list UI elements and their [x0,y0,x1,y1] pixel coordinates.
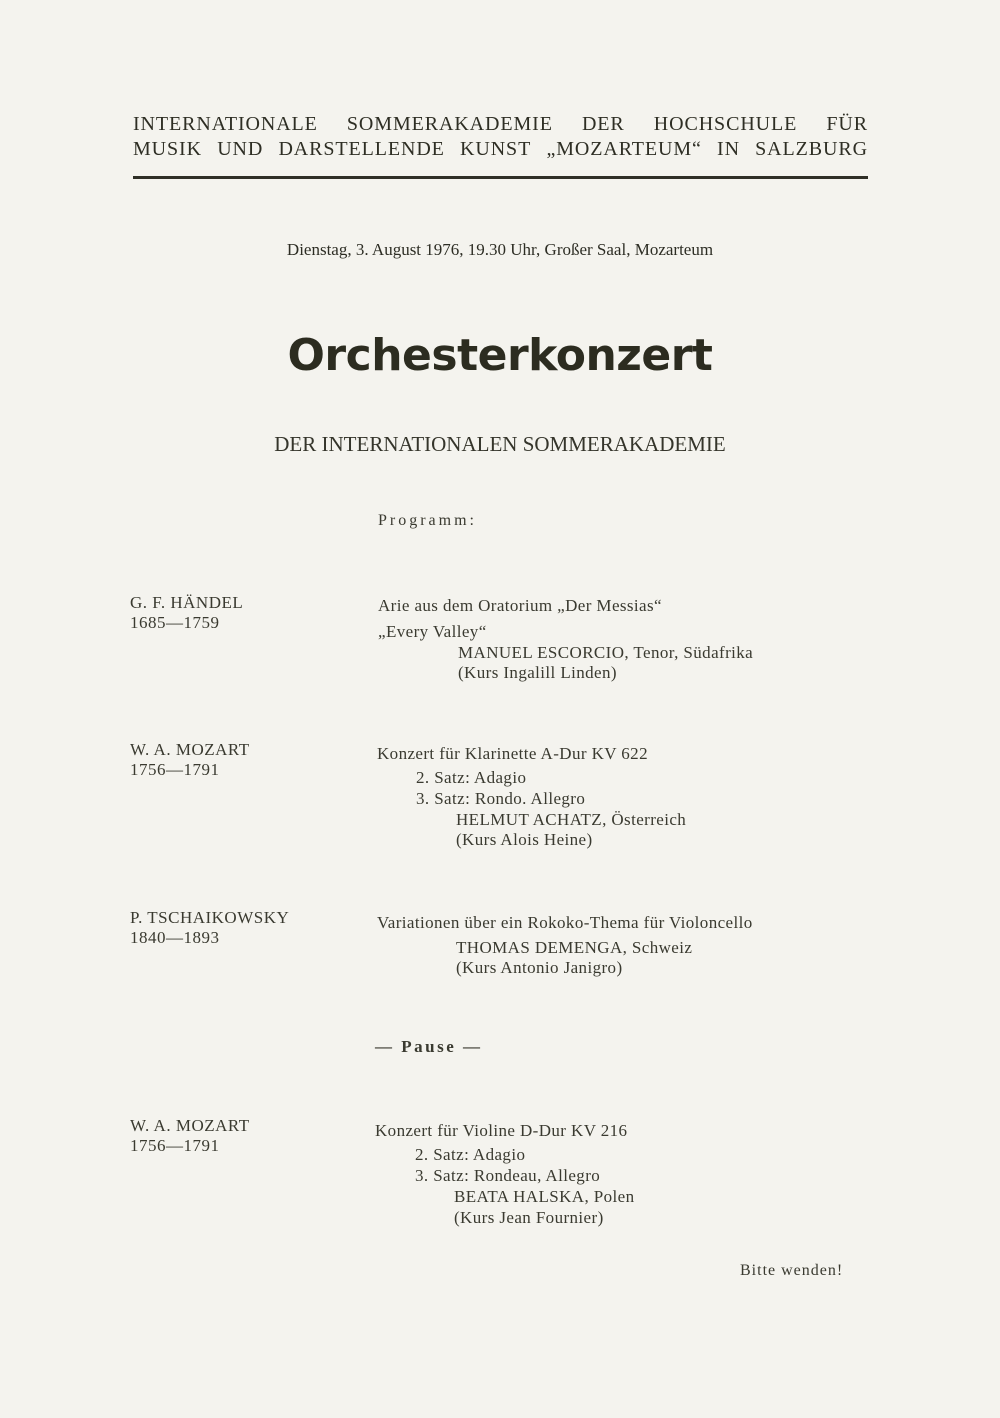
event-subtitle: DER INTERNATIONALEN SOMMERAKADEMIE [274,432,726,456]
composer-name: W. A. MOZART [130,740,250,759]
composer-block [130,1116,250,1156]
composer-name: W. A. MOZART [130,1116,250,1135]
header-word: UND [217,138,264,160]
movement: 2. Satz: Adagio [415,1145,526,1164]
work-title: Variationen über ein Rokoko-Thema für Violoncello [377,913,753,932]
movement: 3. Satz: Rondeau, Allegro [415,1166,601,1185]
header-word: KUNST [460,138,532,160]
movement: 2. Satz: Adagio [416,768,527,787]
header-divider [133,176,868,179]
composer-name: P. TSCHAIKOWSKY [130,908,290,927]
work-title: Arie aus dem Oratorium „Der Messias“ [378,596,662,615]
course: (Kurs Ingalill Linden) [458,663,617,682]
performer: BEATA HALSKA, Polen [454,1187,635,1206]
header-word: FÜR [826,113,868,135]
work-title: Konzert für Klarinette A-Dur KV 622 [377,744,648,763]
performer: MANUEL ESCORCIO, Tenor, Südafrika [458,643,754,662]
composer-block [130,740,250,780]
header-word: HOCHSCHULE [653,113,798,135]
program-heading: Programm: [378,512,477,529]
header-word: SALZBURG [755,138,868,160]
work-subtitle: „Every Valley“ [378,622,487,641]
composer-name: G. F. HÄNDEL [130,593,244,612]
header-line-1 [133,113,868,136]
movement: 3. Satz: Rondo. Allegro [416,789,586,808]
course: (Kurs Jean Fournier) [454,1208,604,1227]
page-title: Orchesterkonzert [287,330,713,381]
composer-years: 1685—1759 [130,613,220,632]
header-word: DER [581,113,625,135]
composer-years: 1756—1791 [130,1136,220,1155]
course: (Kurs Alois Heine) [456,830,593,849]
header-line-2 [133,138,868,161]
composer-years: 1756—1791 [130,760,220,779]
performer: HELMUT ACHATZ, Österreich [456,810,687,829]
work-title: Konzert für Violine D-Dur KV 216 [375,1121,628,1140]
header-word: INTERNATIONALE [133,113,318,135]
composer-block [130,908,289,948]
performer: THOMAS DEMENGA, Schweiz [456,938,693,957]
turn-page-note: Bitte wenden! [740,1262,844,1279]
header-word: „MOZARTEUM“ [546,138,702,160]
composer-block [130,593,243,633]
header-word: MUSIK [133,138,202,160]
composer-years: 1840—1893 [130,928,220,947]
header-word: SOMMERAKADEMIE [346,113,553,135]
header-word: DARSTELLENDE [278,138,445,160]
course: (Kurs Antonio Janigro) [456,958,623,977]
intermission: — Pause — [375,1037,483,1056]
header-word: IN [717,138,740,160]
event-date-line: Dienstag, 3. August 1976, 19.30 Uhr, Großer Saal, Mozarteum [286,240,714,259]
